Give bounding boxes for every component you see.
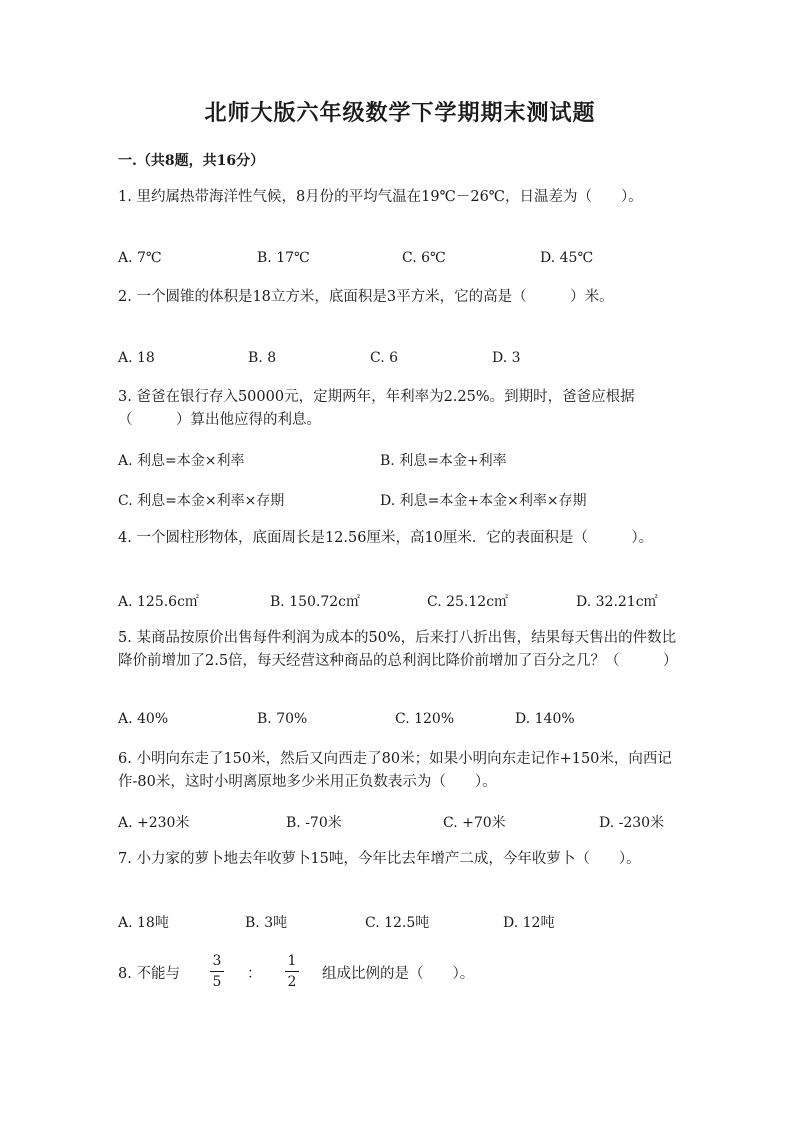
question-6-option-c[interactable]: C. +70米	[443, 815, 506, 831]
question-5-option-b[interactable]: B. 70%	[257, 711, 308, 727]
question-7-option-d[interactable]: D. 12吨	[503, 915, 555, 931]
question-5-option-a[interactable]: A. 40%	[118, 711, 169, 727]
fraction-2-numerator: 1	[287, 953, 297, 969]
question-4-text: 4. 一个圆柱形物体，底面周长是12.56厘米，高10厘米．它的表面积是（ ）。	[118, 530, 654, 546]
question-1-option-c[interactable]: C. 6℃	[402, 250, 446, 266]
question-7-option-a[interactable]: A. 18吨	[118, 915, 169, 931]
question-2-option-b[interactable]: B. 8	[248, 350, 277, 366]
fraction-1-numerator: 3	[212, 953, 222, 969]
question-2-text: 2. 一个圆锥的体积是18立方米，底面积是3平方米，它的高是（ ）米。	[118, 289, 614, 305]
question-7-option-b[interactable]: B. 3吨	[245, 915, 288, 931]
question-1-option-d[interactable]: D. 45℃	[540, 250, 594, 266]
question-6-option-d[interactable]: D. -230米	[599, 815, 665, 831]
question-3-option-d[interactable]: D. 利息=本金+本金×利率×存期	[380, 493, 587, 509]
question-5-option-c[interactable]: C. 120%	[395, 711, 455, 727]
question-4-option-a[interactable]: A. 125.6c㎡	[118, 594, 199, 610]
question-3-option-b[interactable]: B. 利息=本金+利率	[380, 453, 507, 469]
question-4-option-b[interactable]: B. 150.72c㎡	[270, 594, 361, 610]
fraction-2-denominator: 2	[287, 974, 297, 990]
question-3-option-c[interactable]: C. 利息=本金×利率×存期	[118, 493, 285, 509]
fraction-1-bar	[210, 971, 224, 972]
question-1-option-b[interactable]: B. 17℃	[257, 250, 310, 266]
question-1-text: 1. 里约属热带海洋性气候，8月份的平均气温在19℃－26℃，日温差为（ ）。	[118, 189, 643, 205]
question-4-option-d[interactable]: D. 32.21c㎡	[576, 594, 658, 610]
question-7-text: 7. 小力家的萝卜地去年收萝卜15吨，今年比去年增产二成，今年收萝卜（ ）。	[118, 851, 641, 867]
question-3-option-a[interactable]: A. 利息=本金×利率	[118, 453, 245, 469]
question-7-option-c[interactable]: C. 12.5吨	[365, 915, 430, 931]
question-6-option-b[interactable]: B. -70米	[286, 815, 342, 831]
question-2-option-c[interactable]: C. 6	[370, 350, 399, 366]
question-8-prefix: 8. 不能与	[118, 966, 180, 982]
question-8-suffix: 组成比例的是（ ）。	[322, 966, 475, 982]
fraction-1-denominator: 5	[212, 974, 222, 990]
question-3-text: 3. 爸爸在银行存入50000元，定期两年，年利率为2.25%。到期时，爸爸应根据（ ）算出他应得的利息。	[118, 389, 635, 428]
question-2-option-d[interactable]: D. 3	[492, 350, 521, 366]
section-heading: 一.（共8题，共16分）	[118, 153, 265, 169]
fraction-2-bar	[285, 971, 299, 972]
question-2-option-a[interactable]: A. 18	[118, 350, 155, 366]
question-5-option-d[interactable]: D. 140%	[515, 711, 575, 727]
question-8-fraction-2	[285, 953, 299, 990]
question-8-colon: ：	[247, 966, 262, 982]
question-6-text: 6. 小明向东走了150米，然后又向西走了80米；如果小明向东走记作+150米，向西记作-80米，这时小明离原地多少米用正负数表示为（ ）。	[118, 751, 672, 790]
question-5-text: 5. 某商品按原价出售每件利润为成本的50%，后来打八折出售，结果每天售出的件数比降价前增加了2.5倍，每天经营这种商品的总利润比降价前增加了百分之几？（ ）	[118, 630, 678, 669]
question-6-option-a[interactable]: A. +230米	[118, 815, 190, 831]
question-8-fraction-1	[210, 953, 224, 990]
page-title: 北师大版六年级数学下学期期末测试题	[204, 100, 596, 126]
question-1-option-a[interactable]: A. 7℃	[118, 250, 162, 266]
question-4-option-c[interactable]: C. 25.12c㎡	[427, 594, 509, 610]
